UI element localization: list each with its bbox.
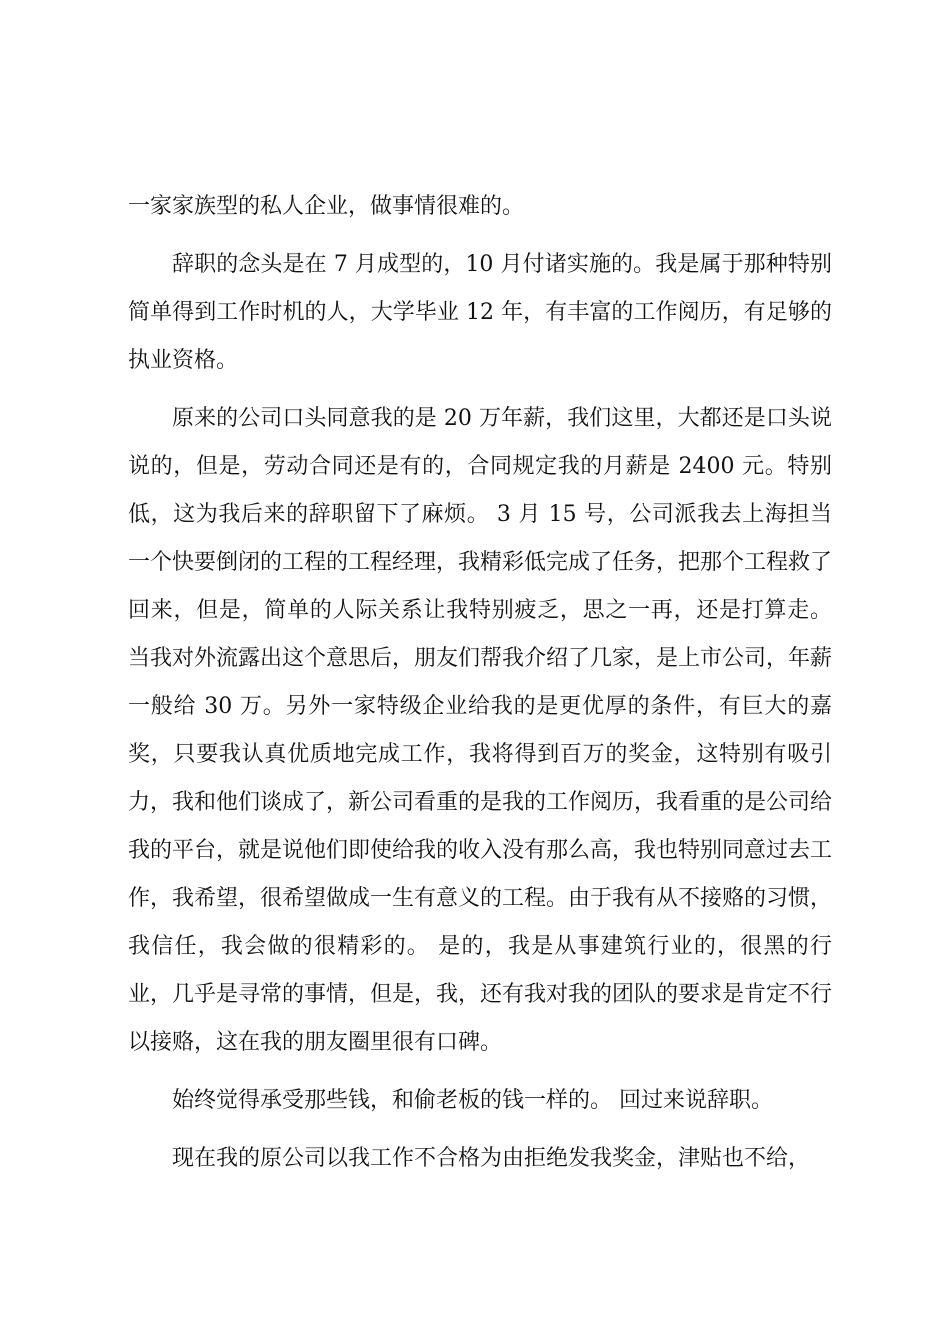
- paragraph-3: 原来的公司口头同意我的是 20 万年薪，我们这里，大都还是口头说说的，但是，劳动合同还是有的，合同规定我的月薪是 2400 元。特别低，这为我后来的辞职留下了麻烦。 3 月 15 号，公司派我去上海担当一个快要倒闭的工程的工程经理，我精彩低完成了任务，把那个工程救了回来，但是，简单的人际关系让我特别疲乏，思之一再，还是打算走。 当我对外流露出这个意思后，朋友们帮我介绍了几家，是上市公司，年薪一般给 30 万。另外一家特级企业给我的是更优厚的条件，有巨大的嘉奖，只要我认真优质地完成工作，我将得到百万的奖金，这特别有吸引力，我和他们谈成了，新公司看重的是我的工作阅历，我看重的是公司给我的平台，就是说他们即使给我的收入没有那么高，我也特别同意过去工作，我希望，很希望做成一生有意义的工程。由于我有从不接赂的习惯，我信任，我会做的很精彩的。 是的，我是从事建筑行业的，很黑的行业，几乎是寻常的事情，但是，我，还有我对我的团队的要求是肯定不行以接赂，这在我的朋友圈里很有口碑。: [128, 406, 833, 1055]
- paragraph-4: 始终觉得承受那些钱，和偷老板的钱一样的。 回过来说辞职。: [172, 1088, 773, 1113]
- paragraph-5: 现在我的原公司以我工作不合格为由拒绝发我奖金，津贴也不给，: [172, 1146, 811, 1171]
- paragraph-2: 辞职的念头是在 7 月成型的，10 月付诸实施的。我是属于那种特别简单得到工作时机的人，大学毕业 12 年，有丰富的工作阅历，有足够的执业资格。: [128, 252, 832, 373]
- document-body: [128, 183, 832, 1193]
- paragraph-1: 一家家族型的私人企业，做事情很难的。: [128, 194, 525, 219]
